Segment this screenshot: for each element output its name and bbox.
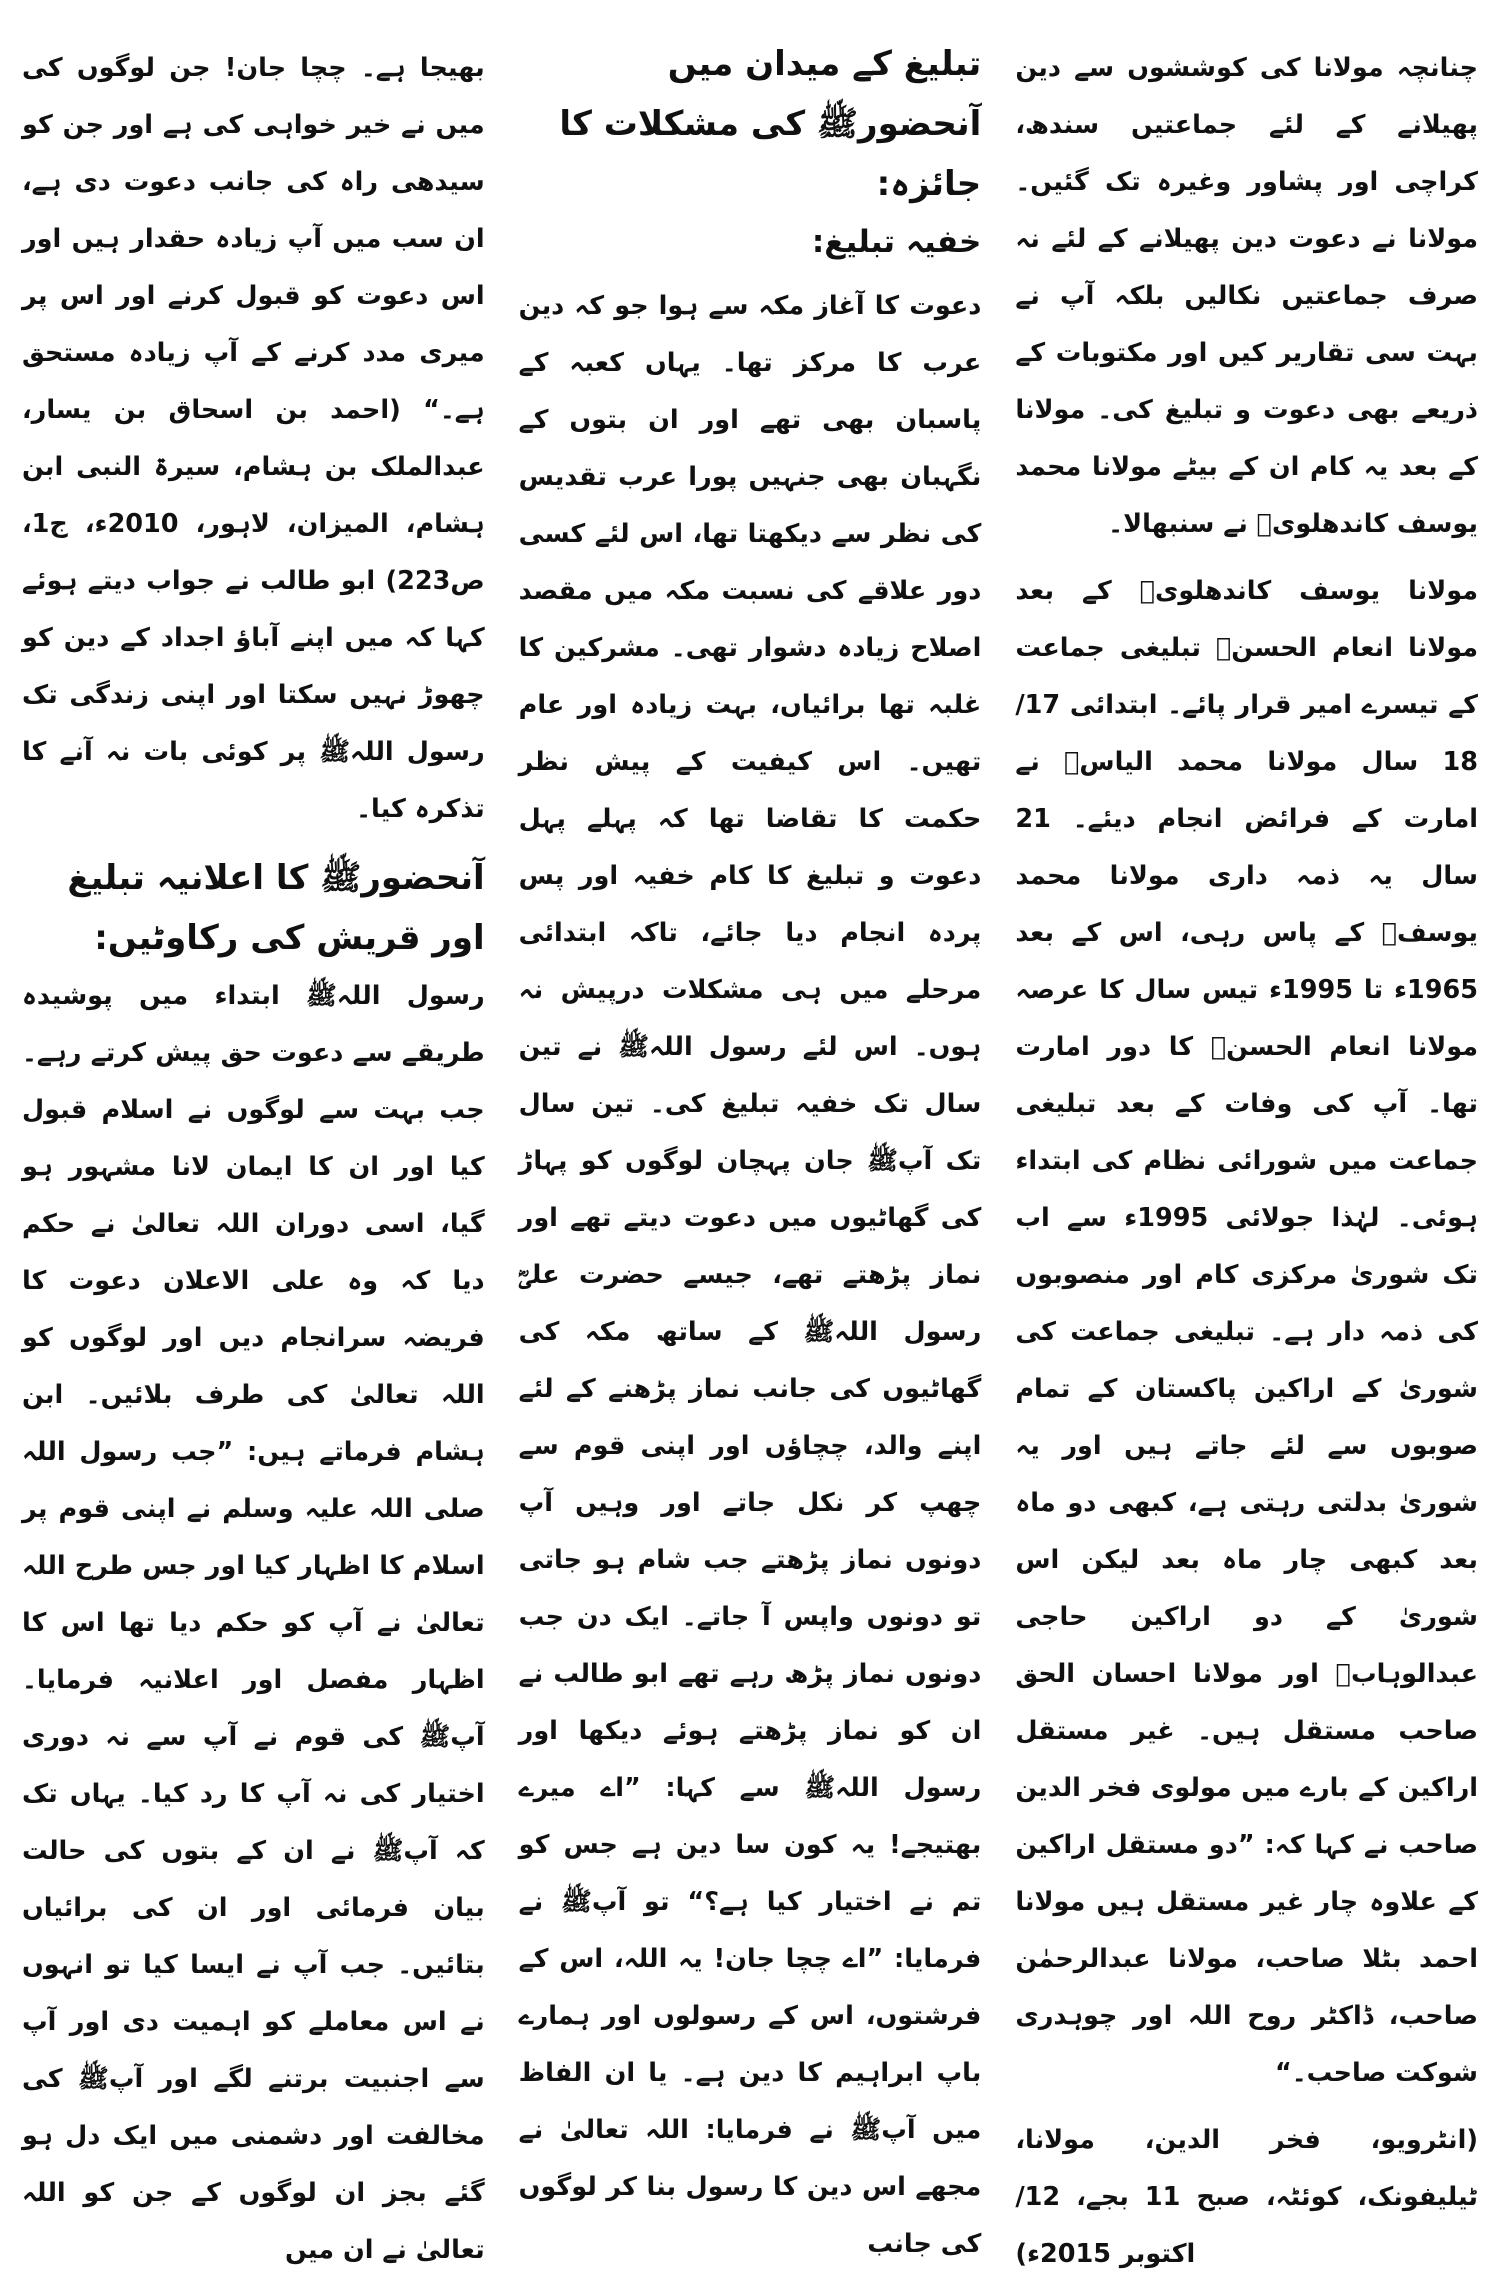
text-column-middle: [518, 40, 982, 2259]
newspaper-page: [21, 40, 1479, 2269]
section-heading: تبلیغ کے میدان میں آنحضورﷺ کی مشکلات کا جائزہ:: [559, 44, 982, 204]
text-column-right: [1015, 40, 1479, 2269]
paragraph: مولانا یوسف کاندھلویؒ کے بعد مولانا انعام الحسنؒ تبلیغی جماعت کے تیسرے امیر قرار پائے۔ ابتدائی 17/ 18 سال مولانا محمد الیاسؒ نے امارت کے فرائض انجام دیئے۔ 21 سال یہ ذمہ داری مولانا محمد یوسفؒ کے پاس رہی، اس کے بعد 1965ء تا 1995ء تیس سال کا عرصہ مولانا انعام الحسنؒ کا دور امارت تھا۔ آپ کی وفات کے بعد تبلیغی جماعت میں شورائی نظام کی ابتداء ہوئی۔ لہٰذا جولائی 1995ء سے اب تک شوریٰ مرکزی کام اور منصوبوں کی ذمہ دار ہے۔ تبلیغی جماعت کی شوریٰ کے اراکین پاکستان کے تمام صوبوں سے لئے جاتے ہیں اور یہ شوریٰ بدلتی رہتی ہے، کبھی دو ماہ بعد کبھی چار ماہ بعد لیکن اس شوریٰ کے دو اراکین حاجی عبدالوہابؒ اور مولانا احسان الحق صاحب مستقل ہیں۔ غیر مستقل اراکین کے بارے میں مولوی فخر الدین صاحب نے کہا کہ: ”دو مستقل اراکین کے علاوہ چار غیر مستقل ہیں مولانا احمد بٹلا صاحب، مولانا عبدالرحمٰن صاحب، ڈاکٹر روح اللہ اور چوہدری شوکت صاحب۔“: [1015, 576, 1479, 2088]
paragraph: رسول اللہﷺ ابتداء میں پوشیدہ طریقے سے دعوت حق پیش کرتے رہے۔ جب بہت سے لوگوں نے اسلام قبول کیا اور ان کا ایمان لانا مشہور ہو گیا، اسی دوران اللہ تعالیٰ نے حکم دیا کہ وہ علی الاعلان دعوت کا فریضہ سرانجام دیں اور لوگوں کو اللہ تعالیٰ کی طرف بلائیں۔ ابن ہشام فرماتے ہیں: ”جب رسول اللہ صلی اللہ علیہ وسلم نے اپنی قوم پر اسلام کا اظہار کیا اور جس طرح اللہ تعالیٰ نے آپ کو حکم دیا تھا اس کا اظہار مفصل اور اعلانیہ فرمایا۔ آپﷺ کی قوم نے آپ سے نہ دوری اختیار کی نہ آپ کا رد کیا۔ یہاں تک کہ آپﷺ نے ان کے بتوں کی حالت بیان فرمائی اور ان کی برائیاں بتائیں۔ جب آپ نے ایسا کیا تو انہوں نے اس معاملے کو اہمیت دی اور آپ سے اجنبیت برتنے لگے اور آپﷺ کی مخالفت اور دشمنی میں ایک دل ہو گئے بجز ان لوگوں کے جن کو اللہ تعالیٰ نے ان میں: [21, 981, 485, 2265]
paragraph: بھیجا ہے۔ چچا جان! جن لوگوں کی میں نے خیر خواہی کی ہے اور جن کو سیدھی راہ کی جانب دعوت دی ہے، ان سب میں آپ زیادہ حقدار ہیں اور اس دعوت کو قبول کرنے اور اس پر میری مدد کرنے کے آپ زیادہ مستحق ہے۔“ (احمد بن اسحاق بن یسار، عبدالملک بن ہشام، سیرۃ النبی ابن ہشام، المیزان، لاہور، 2010ء، ج1، ص223) ابو طالب نے جواب دیتے ہوئے کہا کہ میں اپنے آباؤ اجداد کے دین کو چھوڑ نہیں سکتا اور اپنی زندگی تک رسول اللہﷺ پر کوئی بات نہ آنے کا تذکرہ کیا۔: [21, 53, 485, 824]
paragraph: چنانچہ مولانا کی کوششوں سے دین پھیلانے کے لئے جماعتیں سندھ، کراچی اور پشاور وغیرہ تک گئیں۔ مولانا نے دعوت دین پھیلانے کے لئے نہ صرف جماعتیں نکالیں بلکہ آپ نے بہت سی تقاریر کیں اور مکتوبات کے ذریعے بھی دعوت و تبلیغ کی۔ مولانا کے بعد یہ کام ان کے بیٹے مولانا محمد یوسف کاندھلویؒ نے سنبھالا۔: [1015, 53, 1478, 539]
paragraph: دعوت کا آغاز مکہ سے ہوا جو کہ دین عرب کا مرکز تھا۔ یہاں کعبہ کے پاسبان بھی تھے اور ان بتوں کے نگہبان بھی جنہیں پورا عرب تقدیس کی نظر سے دیکھتا تھا، اس لئے کسی دور علاقے کی نسبت مکہ میں مقصد اصلاح زیادہ دشوار تھی۔ مشرکین کا غلبہ تھا برائیاں، بہت زیادہ اور عام تھیں۔ اس کیفیت کے پیش نظر حکمت کا تقاضا تھا کہ پہلے پہل دعوت و تبلیغ کا کام خفیہ اور پس پردہ انجام دیا جائے، تاکہ ابتدائی مرحلے میں ہی مشکلات درپیش نہ ہوں۔ اس لئے رسول اللہﷺ نے تین سال تک خفیہ تبلیغ کی۔ تین سال تک آپﷺ جان پہچان لوگوں کو پہاڑ کی گھاٹیوں میں دعوت دیتے تھے اور نماز پڑھتے تھے، جیسے حضرت علیؓ رسول اللہﷺ کے ساتھ مکہ کی گھاٹیوں کی جانب نماز پڑھنے کے لئے اپنے والد، چچاؤں اور اپنی قوم سے چھپ کر نکل جاتے اور وہیں آپ دونوں نماز پڑھتے جب شام ہو جاتی تو دونوں واپس آ جاتے۔ ایک دن جب دونوں نماز پڑھ رہے تھے ابو طالب نے ان کو نماز پڑھتے ہوئے دیکھا اور رسول اللہﷺ سے کہا: ”اے میرے بھتیجے! یہ کون سا دین ہے جس کو تم نے اختیار کیا ہے؟“ تو آپﷺ نے فرمایا: ”اے چچا جان! یہ اللہ، اس کے فرشتوں، اس کے رسولوں اور ہمارے باپ ابراہیم کا دین ہے۔ یا ان الفاظ میں آپﷺ نے فرمایا: اللہ تعالیٰ نے مجھے اس دین کا رسول بنا کر لوگوں کی جانب: [518, 291, 982, 2259]
section-heading: آنحضورﷺ کا اعلانیہ تبلیغ اور قریش کی رکاوٹیں:: [67, 858, 485, 958]
text-column-left: [21, 40, 485, 2265]
section-subheading: خفیہ تبلیغ:: [811, 224, 982, 260]
citation-footnote: (انٹرویو، فخر الدین، مولانا، ٹیلیفونک، کوئٹہ، صبح 11 بجے، 12/ اکتوبر 2015ء): [1015, 2125, 1478, 2269]
